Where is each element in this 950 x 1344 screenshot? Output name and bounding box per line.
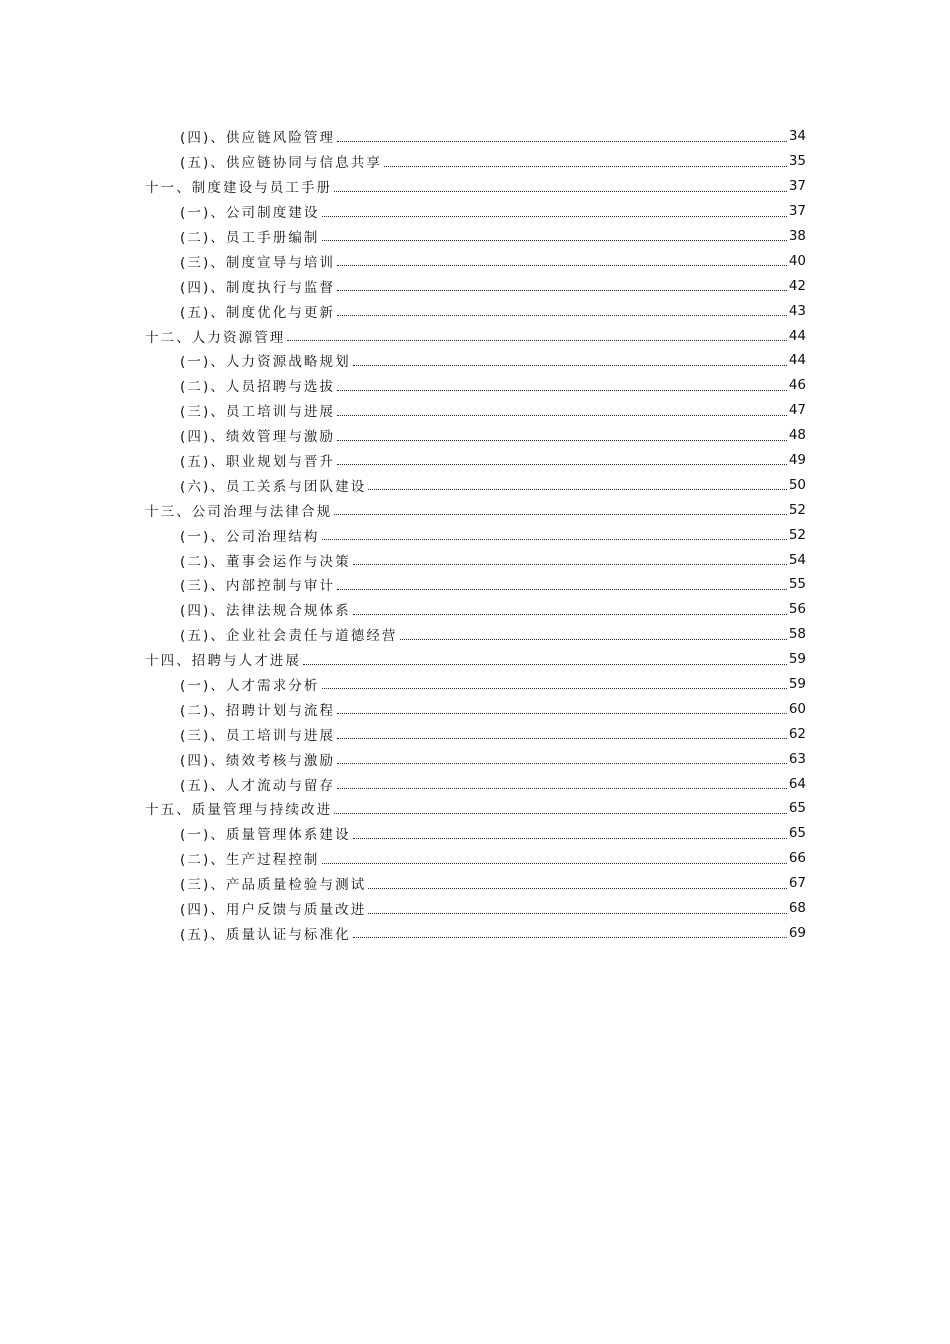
toc-dot-leader <box>368 489 786 490</box>
toc-entry-title: (五)、人才流动与留存 <box>180 777 336 794</box>
toc-chapter-entry[interactable] <box>0 174 950 199</box>
toc-page-number: 52 <box>788 501 806 518</box>
toc-page-number: 56 <box>788 601 806 618</box>
toc-page-number: 49 <box>788 452 806 469</box>
toc-dot-leader <box>400 639 787 640</box>
toc-page-number: 67 <box>788 875 806 892</box>
toc-dot-leader <box>334 514 787 515</box>
toc-entry-title: (五)、制度优化与更新 <box>180 304 336 321</box>
toc-dot-leader <box>322 240 787 241</box>
toc-dot-leader <box>337 141 787 142</box>
toc-section-entry[interactable] <box>0 348 950 373</box>
toc-section-entry[interactable] <box>0 921 950 946</box>
toc-dot-leader <box>287 340 786 341</box>
toc-entry-title: (三)、产品质量检验与测试 <box>180 877 367 894</box>
toc-dot-leader <box>337 788 787 789</box>
toc-page-number: 47 <box>788 402 806 419</box>
toc-page-number: 44 <box>788 327 806 344</box>
toc-section-entry[interactable] <box>0 622 950 647</box>
toc-page-number: 65 <box>788 825 806 842</box>
toc-page-number: 40 <box>788 252 806 269</box>
toc-chapter-entry[interactable] <box>0 796 950 821</box>
toc-page-number: 58 <box>788 626 806 643</box>
toc-page-number: 55 <box>788 576 806 593</box>
toc-entry-title: (一)、人才需求分析 <box>180 678 320 695</box>
toc-section-entry[interactable] <box>0 398 950 423</box>
toc-dot-leader <box>353 614 787 615</box>
toc-dot-leader <box>337 290 787 291</box>
toc-entry-title: (四)、用户反馈与质量改进 <box>180 902 367 919</box>
toc-dot-leader <box>337 763 787 764</box>
toc-dot-leader <box>384 166 787 167</box>
toc-entry-title: (五)、企业社会责任与道德经营 <box>180 628 398 645</box>
toc-dot-leader <box>334 191 787 192</box>
toc-section-entry[interactable] <box>0 846 950 871</box>
toc-entry-title: 十二、人力资源管理 <box>145 329 286 346</box>
toc-section-entry[interactable] <box>0 472 950 497</box>
toc-dot-leader <box>337 738 787 739</box>
toc-section-entry[interactable] <box>0 298 950 323</box>
toc-entry-title: (三)、内部控制与审计 <box>180 578 336 595</box>
toc-entry-title: (五)、质量认证与标准化 <box>180 926 351 943</box>
toc-dot-leader <box>337 390 787 391</box>
toc-section-entry[interactable] <box>0 572 950 597</box>
toc-section-entry[interactable] <box>0 448 950 473</box>
toc-entry-title: (三)、制度宣导与培训 <box>180 254 336 271</box>
toc-entry-title: (二)、员工手册编制 <box>180 230 320 246</box>
toc-section-entry[interactable] <box>0 696 950 721</box>
toc-entry-title: (一)、人力资源战略规划 <box>180 354 351 371</box>
toc-page-number: 62 <box>788 725 806 742</box>
toc-page-number: 59 <box>788 676 806 693</box>
toc-dot-leader <box>353 838 787 839</box>
toc-dot-leader <box>322 216 787 217</box>
toc-dot-leader <box>368 888 786 889</box>
toc-section-entry[interactable] <box>0 124 950 149</box>
toc-page-number: 37 <box>788 203 806 220</box>
toc-page-number: 65 <box>788 800 806 817</box>
toc-entry-title: (六)、员工关系与团队建设 <box>180 478 367 495</box>
toc-dot-leader <box>322 539 787 540</box>
toc-entry-title: (四)、法律法规合规体系 <box>180 603 351 620</box>
toc-entry-title: (二)、人员招聘与选拔 <box>180 379 336 396</box>
toc-page-number: 60 <box>788 700 806 717</box>
toc-page-number: 64 <box>788 775 806 792</box>
toc-dot-leader <box>337 440 787 441</box>
toc-page-number: 66 <box>788 850 806 867</box>
toc-entry-title: (二)、招聘计划与流程 <box>180 702 336 719</box>
toc-entry-title: (五)、职业规划与晋升 <box>180 454 336 471</box>
toc-chapter-entry[interactable] <box>0 647 950 672</box>
toc-section-entry[interactable] <box>0 721 950 746</box>
toc-section-entry[interactable] <box>0 547 950 572</box>
toc-page-number: 42 <box>788 277 806 294</box>
toc-dot-leader <box>303 664 787 665</box>
toc-entry-title: (一)、质量管理体系建设 <box>180 827 351 844</box>
toc-entry-title: (一)、公司制度建设 <box>180 205 320 222</box>
toc-dot-leader <box>337 464 787 465</box>
toc-page-number: 59 <box>788 651 806 668</box>
toc-section-entry[interactable] <box>0 672 950 697</box>
toc-page-number: 69 <box>788 924 806 941</box>
toc-dot-leader <box>334 813 787 814</box>
toc-dot-leader <box>322 863 787 864</box>
toc-entry-title: 十三、公司治理与法律合规 <box>145 503 333 520</box>
toc-section-entry[interactable] <box>0 199 950 224</box>
toc-page-number: 52 <box>788 526 806 543</box>
toc-section-entry[interactable] <box>0 746 950 771</box>
toc-entry-title: (二)、董事会运作与决策 <box>180 553 351 570</box>
toc-section-entry[interactable] <box>0 597 950 622</box>
table-of-contents <box>0 124 950 945</box>
toc-dot-leader <box>368 913 786 914</box>
toc-entry-title: (三)、员工培训与进展 <box>180 404 336 421</box>
toc-page-number: 35 <box>788 153 806 170</box>
toc-section-entry[interactable] <box>0 149 950 174</box>
toc-page-number: 38 <box>788 228 806 244</box>
toc-entry-title: 十四、招聘与人才进展 <box>145 653 301 670</box>
toc-page-number: 63 <box>788 750 806 767</box>
toc-section-entry[interactable] <box>0 522 950 547</box>
toc-entry-title: 十五、质量管理与持续改进 <box>145 802 333 819</box>
toc-page-number: 43 <box>788 302 806 319</box>
toc-dot-leader <box>337 315 787 316</box>
toc-entry-title: (二)、生产过程控制 <box>180 852 320 869</box>
toc-entry-title: (四)、制度执行与监督 <box>180 279 336 296</box>
toc-dot-leader <box>337 265 787 266</box>
toc-entry-title: 十一、制度建设与员工手册 <box>145 180 333 197</box>
toc-chapter-entry[interactable] <box>0 323 950 348</box>
toc-dot-leader <box>353 365 787 366</box>
toc-section-entry[interactable] <box>0 423 950 448</box>
toc-dot-leader <box>353 564 787 565</box>
toc-page-number: 50 <box>788 476 806 493</box>
toc-section-entry[interactable] <box>0 871 950 896</box>
toc-page-number: 68 <box>788 900 806 917</box>
toc-section-entry[interactable] <box>0 248 950 273</box>
toc-section-entry[interactable] <box>0 224 950 249</box>
toc-entry-title: (四)、绩效考核与激励 <box>180 752 336 769</box>
toc-page-number: 34 <box>788 128 806 145</box>
toc-page-number: 37 <box>788 178 806 195</box>
toc-entry-title: (三)、员工培训与进展 <box>180 727 336 744</box>
toc-page-number: 48 <box>788 427 806 444</box>
toc-dot-leader <box>337 415 787 416</box>
toc-section-entry[interactable] <box>0 771 950 796</box>
toc-dot-leader <box>353 937 787 938</box>
toc-section-entry[interactable] <box>0 896 950 921</box>
toc-section-entry[interactable] <box>0 821 950 846</box>
toc-section-entry[interactable] <box>0 373 950 398</box>
toc-page-number: 44 <box>788 352 806 369</box>
toc-entry-title: (四)、供应链风险管理 <box>180 130 336 147</box>
toc-entry-title: (五)、供应链协同与信息共享 <box>180 155 382 172</box>
toc-entry-title: (一)、公司治理结构 <box>180 528 320 545</box>
toc-dot-leader <box>322 688 787 689</box>
toc-dot-leader <box>337 589 787 590</box>
toc-page-number: 54 <box>788 551 806 568</box>
toc-page-number: 46 <box>788 377 806 394</box>
toc-section-entry[interactable] <box>0 273 950 298</box>
toc-chapter-entry[interactable] <box>0 497 950 522</box>
toc-dot-leader <box>337 713 787 714</box>
toc-entry-title: (四)、绩效管理与激励 <box>180 429 336 446</box>
